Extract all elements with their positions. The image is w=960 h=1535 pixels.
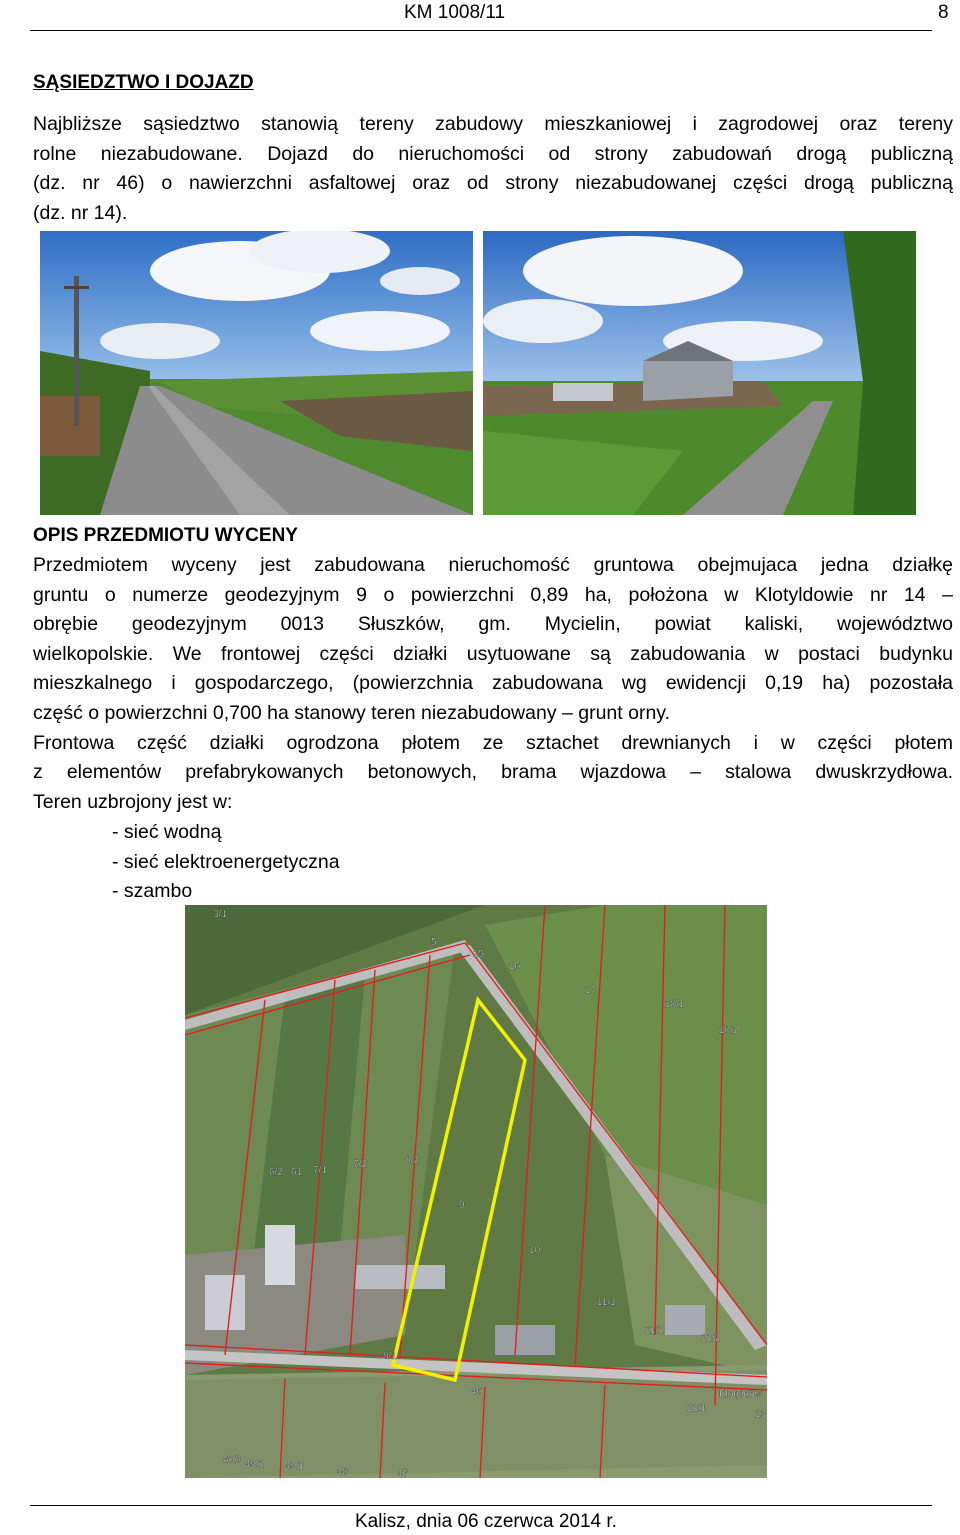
header-divider <box>30 30 932 31</box>
map-label: 10 <box>529 1245 541 1256</box>
document-reference: KM 1008/11 <box>404 2 506 23</box>
map-label: 12/1 <box>687 1403 707 1414</box>
paragraph-line: część o powierzchni 0,700 ha stanowy teren niezabudowany – grunt orny. <box>33 701 671 724</box>
road-photo-right-image <box>483 231 916 515</box>
paragraph-line: Frontowa część działki ogrodzona płotem ze sztachet drewnianych i w części płotem <box>33 731 953 754</box>
map-label: 11/2 <box>645 1325 664 1336</box>
map-label: 6/2 <box>269 1167 283 1178</box>
map-label: 7/2 <box>353 1159 367 1170</box>
map-label: 15 <box>473 949 485 960</box>
map-label: 12/2 <box>701 1333 721 1344</box>
paragraph-line: Teren uzbrojony jest w: <box>33 790 233 813</box>
utility-item: - sieć wodną <box>112 821 222 843</box>
map-label: 8/1 <box>383 1351 397 1362</box>
cadastral-map-image <box>185 905 767 1478</box>
photo-road-left <box>40 231 473 515</box>
map-label: 8/2 <box>405 1155 419 1166</box>
section-heading-neighbourhood: SĄSIEDZTWO I DOJAZD <box>33 72 254 93</box>
map-label: 48 <box>337 1467 349 1478</box>
paragraph-line: gruntu o numerze geodezyjnym 9 o powierzchni 0,89 ha, położona w Klotyldowie nr 14 – <box>33 583 953 606</box>
utility-item: - szambo <box>112 880 193 903</box>
map-label: 17 <box>585 985 597 996</box>
paragraph-line: obrębie geodezyjnym 0013 Słuszków, gm. Mycielin, powiat kaliski, województwo <box>33 613 953 636</box>
map-label: 18/1 <box>665 999 685 1010</box>
map-label: 5 <box>431 937 437 948</box>
map-label: 13 <box>755 1409 767 1420</box>
utilities-list <box>112 818 340 907</box>
map-label: 47 <box>397 1469 409 1478</box>
map-label: 61 <box>291 1167 303 1178</box>
map-label: 9 <box>459 1200 465 1211</box>
paragraph-line: mieszkalnego i gospodarczego, (powierzchnia zabudowana wg ewidencji 0,19 ha) pozostała <box>33 672 953 695</box>
map-label: 49/1 <box>285 1461 305 1472</box>
paragraph-line: (dz. nr 14). <box>33 201 128 224</box>
map-label: 3/1 <box>213 909 227 920</box>
footer-date: Kalisz, dnia 06 czerwca 2014 r. <box>355 1511 617 1532</box>
map-place-label: Klotyldów <box>719 1389 762 1400</box>
map-label: 18/2 <box>719 1025 739 1036</box>
paragraph-line: Najbliższe sąsiedztwo stanowią tereny zabudowy mieszkaniowej i zagrodowej oraz tereny <box>33 113 953 135</box>
utility-item: - sieć elektroenergetyczna <box>112 850 340 873</box>
map-label: 46 <box>471 1386 483 1397</box>
map-label: 49/2 <box>245 1459 265 1470</box>
map-label: 11/1 <box>597 1297 616 1308</box>
map-label: 60/3 <box>223 1455 243 1466</box>
cadastral-map <box>185 905 767 1478</box>
map-label: 16 <box>509 961 521 972</box>
page-number: 8 <box>938 2 949 23</box>
paragraph-line: Przedmiotem wyceny jest zabudowana nieruchomość gruntowa obejmujaca jedna działkę <box>33 554 953 576</box>
paragraph-line: (dz. nr 46) o nawierzchni asfaltowej oraz od strony niezabudowanej części drogą publiczną <box>33 172 953 195</box>
photo-house-road <box>483 231 916 515</box>
paragraph-line: wielkopolskie. We frontowej części działki usytuowane są zabudowania w postaci budynku <box>33 642 953 665</box>
paragraph-line: z elementów prefabrykowanych betonowych, brama wjazdowa – stalowa dwuskrzydłowa. <box>33 761 953 784</box>
section-heading-subject: OPIS PRZEDMIOTU WYCENY <box>33 525 298 546</box>
subject-paragraph <box>33 551 953 817</box>
footer-divider <box>30 1505 932 1506</box>
map-label: 7/1 <box>313 1165 327 1176</box>
paragraph-line: rolne niezabudowane. Dojazd do nieruchomości od strony zabudowań drogą publiczną <box>33 142 953 165</box>
road-photo-left-image <box>40 231 473 515</box>
neighbourhood-paragraph <box>33 110 953 228</box>
